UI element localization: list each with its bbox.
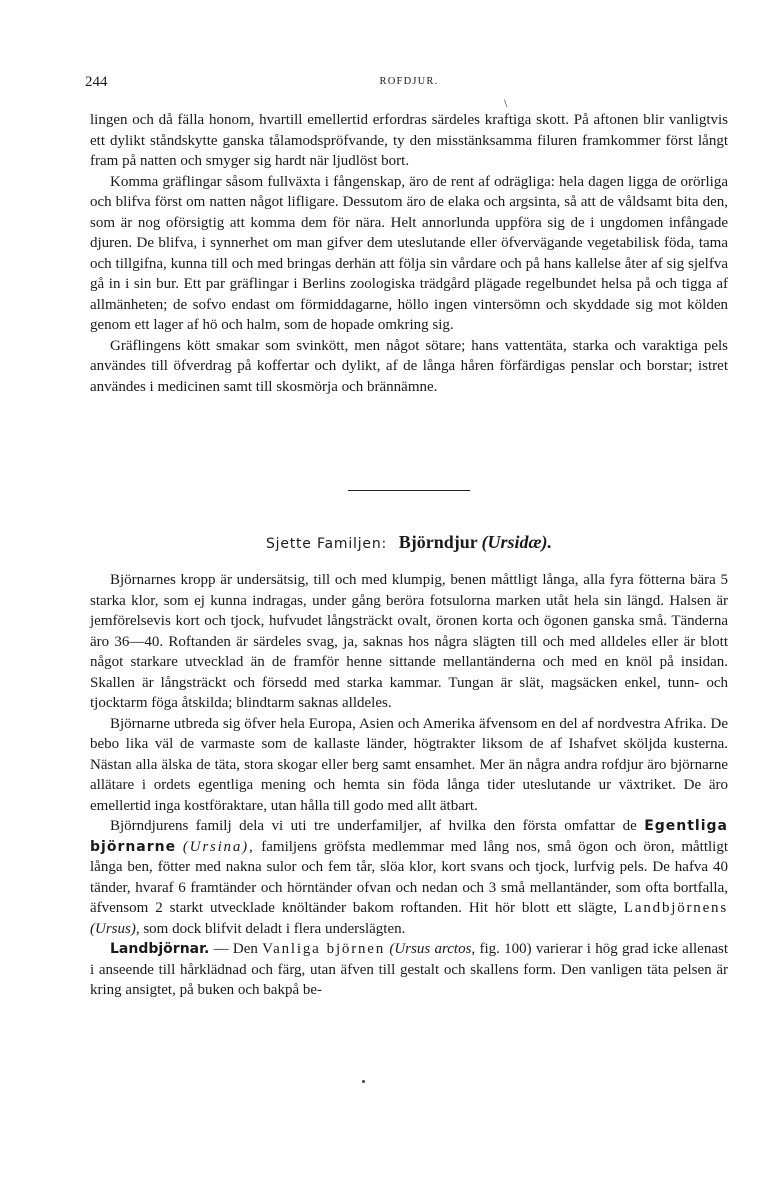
text-run: familjens gröfsta medlemmar med lång nos, små ögon och öron, måttligt långa ben, fötter med nakna sulor och fem tår, slöa klor, kort svans och tjock, lurfvig pels. De hafva 40 tänder, hvaraf 6 framtänder och hörntänder ofvan och nedan och 3 små mellantänder, som ofta bortfalla, äfvensom 2 starkt utvecklade knöltänder bakom roftanden. Hit hör blott ett slägte,: [90, 838, 728, 916]
stray-mark: \: [504, 96, 508, 110]
section-divider: [348, 490, 470, 491]
paragraph: Björnarne utbreda sig öfver hela Europa, Asien och Amerika äfvensom en del af nordvestra Afrika. De bebo lika väl de varmaste som de kallaste länder, högtrakter liksom de af Ishafvet sköljda kusterna. Nästan alla älska de täta, stora skogar eller berg samt ensamhet. Mer än några andra rofdjur äro björnarne allätare i ordets egentliga mening och hemta sin föda långa tider uteslutande ur växtriket. De äro emellertid inga kostföraktare, utan hålla till godo med allt ätbart.: [90, 715, 728, 814]
species-name: Vanliga björnen: [262, 941, 386, 957]
text-run: fig. 100) varierar i hög grad icke allenast i anseende till hårklädnad och färg, utan äfven till gestalt och skallens form. Den vanligen täta pelsen är kring ansigtet, på buken och bakpå be-: [90, 941, 729, 998]
family-latin-name: (Ursidæ).: [481, 532, 553, 552]
page-header: [85, 74, 728, 94]
genus-name: Landbjörnens: [623, 900, 728, 916]
page-number: 244: [85, 74, 108, 90]
paragraph: [90, 939, 728, 1001]
running-head: ROFDJUR.: [379, 76, 439, 87]
genus-latin: (Ursus),: [90, 920, 140, 937]
family-name: Björndjur: [398, 532, 478, 552]
species-latin: (Ursus arctos,: [389, 941, 476, 957]
paragraph: Komma gräflingar såsom fullväxta i fångenskap, äro de rent af odrägliga: hela dagen ligga de orörliga och blifva först om natten något lifligare. Dessutom äro de elaka och argsinta, så att de våldsamt bita den, som är nog oförsigtig att komma dem för nära. Helt annorlunda uppföra sig de i ungdomen infångade djuren. De blifva, i synnerhet om man gifver dem uteslutande eller öfvervägande vegetabilisk föda, tama och tillgifna, kunna till och med bringas derhän att följa sin vårdare och på hans kallelse åter af sig sjelfva gå in i sin bur. Ett par gräflingar i Berlins zoologiska trädgård plägade regelbundet helsa på och tigga af allmänheten; de sofvo endast om förmiddagarne, höllo ingen vintersömn och skyddade sig mot kölden genom ett lager af hö och halm, som de hopade omkring sig.: [90, 173, 728, 333]
group-heading: Landbjörnar.: [110, 941, 210, 957]
family-label: Sjette Familjen:: [265, 536, 388, 552]
paragraph: [90, 816, 728, 939]
bear-section: [90, 570, 728, 1001]
paragraph: Björnarnes kropp är undersätsig, till och med klumpig, benen måttligt långa, alla fyra fötterna bära 5 starka klor, som ej kunna indragas, under gång berörа fotsulorna marken utåt hela sin längd. Halsen är jemförelsevis kort och tjock, hufvudet långsträckt ovalt, öronen korta och ögonen ganska små. Tänderna äro 36—40. Roftanden är särdeles svag, ja, saknas hos några slägten till och med alldeles eller är blott något starkare utvecklad än de framför henne sittande mellantänderna och med en knöl på insidan. Skallen är långsträckt och försedd med starka kammar. Tungan är slät, magsäcken enkel, tunn- och tjocktarm föga åtskilda; blindtarm saknas alldeles.: [90, 572, 728, 711]
subfamily-latin: (Ursina),: [182, 838, 255, 855]
text-run: Björndjurens familj dela vi uti tre underfamiljer, af hvilka den första omfattar de: [110, 818, 645, 834]
stray-dot: [362, 1080, 365, 1083]
text-run: — Den: [209, 941, 263, 957]
badger-section: [90, 110, 728, 397]
subfamily-name: Egentliga björnarne: [90, 818, 728, 855]
family-heading: [90, 532, 728, 553]
paragraph: Gräflingens kött smakar som svinkött, men något sötare; hans vattentäta, starka och varaktiga pels användes till öfverdrag på koffertar och dylikt, af de långa håren förfärdigas penslar och borstar; istret användes i medicinen samt till skosmörja och brännämne.: [90, 337, 728, 395]
paragraph: lingen och då fälla honom, hvartill emellertid erfordras särdeles kraftiga skott. På aftonen blir vanligtvis ett dylikt ståndskytte ganska tålamodspröfvande, ty den misstänksamma filuren framkommer först långt fram på natten och smyger sig hardt när ljudlöst bort.: [90, 112, 728, 169]
text-run: som dock blifvit deladt i flera underslägten.: [139, 920, 406, 937]
